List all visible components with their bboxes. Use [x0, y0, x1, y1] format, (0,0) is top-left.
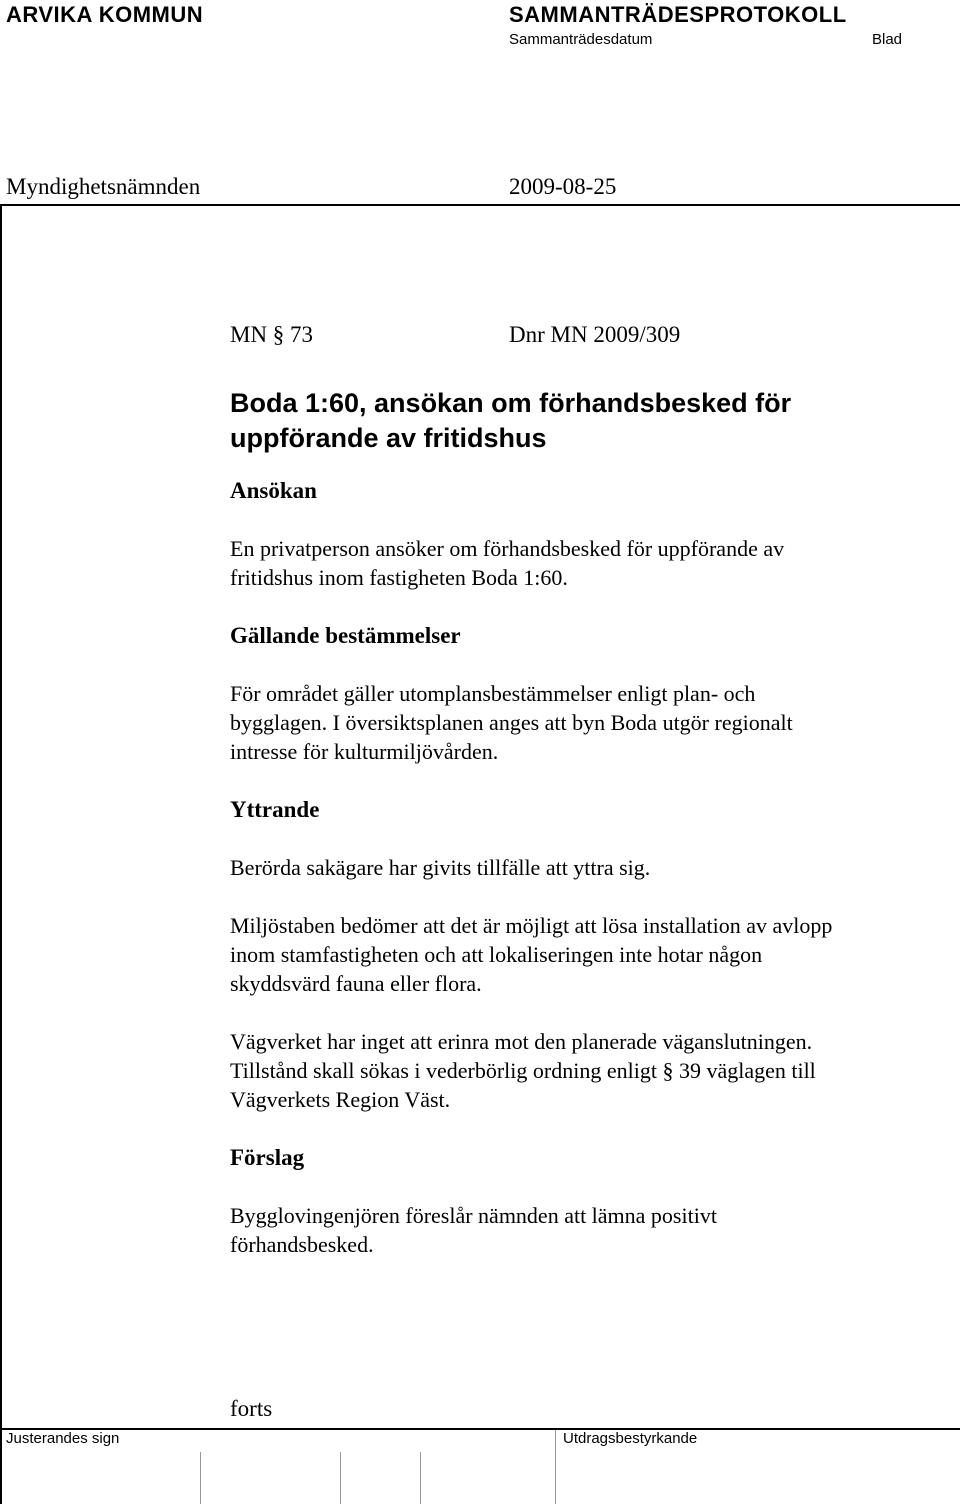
header-divider — [0, 204, 960, 206]
section-paragraph — [230, 853, 940, 882]
section-paragraph — [230, 911, 940, 998]
signature-box-divider-2 — [340, 1452, 341, 1504]
text-line: fritidshus inom fastigheten Boda 1:60. — [230, 565, 568, 590]
continued-note: forts — [230, 1396, 273, 1421]
section-yttrande — [230, 795, 940, 1114]
signature-box-divider-3 — [420, 1452, 421, 1504]
section-heading: Ansökan — [230, 478, 317, 503]
case-title-line-1: Boda 1:60, ansökan om förhandsbesked för — [230, 388, 792, 418]
extract-certification-label: Utdragsbestyrkande — [563, 1430, 698, 1447]
section-heading: Förslag — [230, 1145, 305, 1170]
left-margin-rule — [0, 206, 2, 1504]
case-title-line-2: uppförande av fritidshus — [230, 423, 547, 453]
text-line: förhandsbesked. — [230, 1232, 374, 1257]
organization-name: ARVIKA KOMMUN — [6, 2, 204, 27]
text-line: Vägverket har inget att erinra mot den planerade väganslutningen. — [230, 1029, 813, 1054]
case-reference-row — [230, 322, 940, 356]
section-paragraph — [230, 1201, 940, 1259]
meeting-date-label: Sammanträdesdatum — [509, 31, 653, 48]
text-line: En privatperson ansöker om förhandsbesked för uppförande av — [230, 536, 785, 561]
text-line: Bygglovingenjören föreslår nämnden att lämna positivt — [230, 1203, 717, 1228]
footer-divider — [0, 1428, 960, 1430]
signature-box-divider-1 — [200, 1452, 201, 1504]
section-paragraph — [230, 534, 940, 592]
section-heading: Gällande bestämmelser — [230, 623, 461, 648]
diary-number: Dnr MN 2009/309 — [509, 322, 681, 347]
section-gallande-bestammelser — [230, 621, 940, 766]
text-line: skyddsvärd fauna eller flora. — [230, 971, 482, 996]
extract-box-divider — [555, 1430, 556, 1504]
section-paragraph — [230, 679, 940, 766]
text-line: Miljöstaben bedömer att det är möjligt att lösa installation av avlopp — [230, 913, 833, 938]
case-title — [230, 386, 940, 456]
section-forslag — [230, 1143, 940, 1259]
paragraph-number: MN § 73 — [230, 322, 314, 347]
section-ansokan — [230, 476, 940, 592]
text-line: inom stamfastigheten och att lokaliseringen inte hotar någon — [230, 942, 763, 967]
text-line: intresse för kulturmiljövården. — [230, 739, 499, 764]
document-type: SAMMANTRÄDESPROTOKOLL — [509, 2, 847, 27]
page-label: Blad — [872, 31, 903, 48]
committee-name: Myndighetsnämnden — [6, 174, 201, 199]
text-line: Vägverkets Region Väst. — [230, 1087, 451, 1112]
text-line: Berörda sakägare har givits tillfälle att yttra sig. — [230, 855, 651, 880]
text-line: För området gäller utomplansbestämmelser enligt plan- och — [230, 681, 756, 706]
section-heading: Yttrande — [230, 797, 320, 822]
signature-label: Justerandes sign — [6, 1430, 120, 1447]
text-line: Tillstånd skall sökas i vederbörlig ordning enligt § 39 väglagen till — [230, 1058, 816, 1083]
section-paragraph — [230, 1027, 940, 1114]
meeting-date: 2009-08-25 — [509, 174, 617, 199]
case-content — [230, 322, 940, 1259]
text-line: bygglagen. I översiktsplanen anges att byn Boda utgör regionalt — [230, 710, 793, 735]
